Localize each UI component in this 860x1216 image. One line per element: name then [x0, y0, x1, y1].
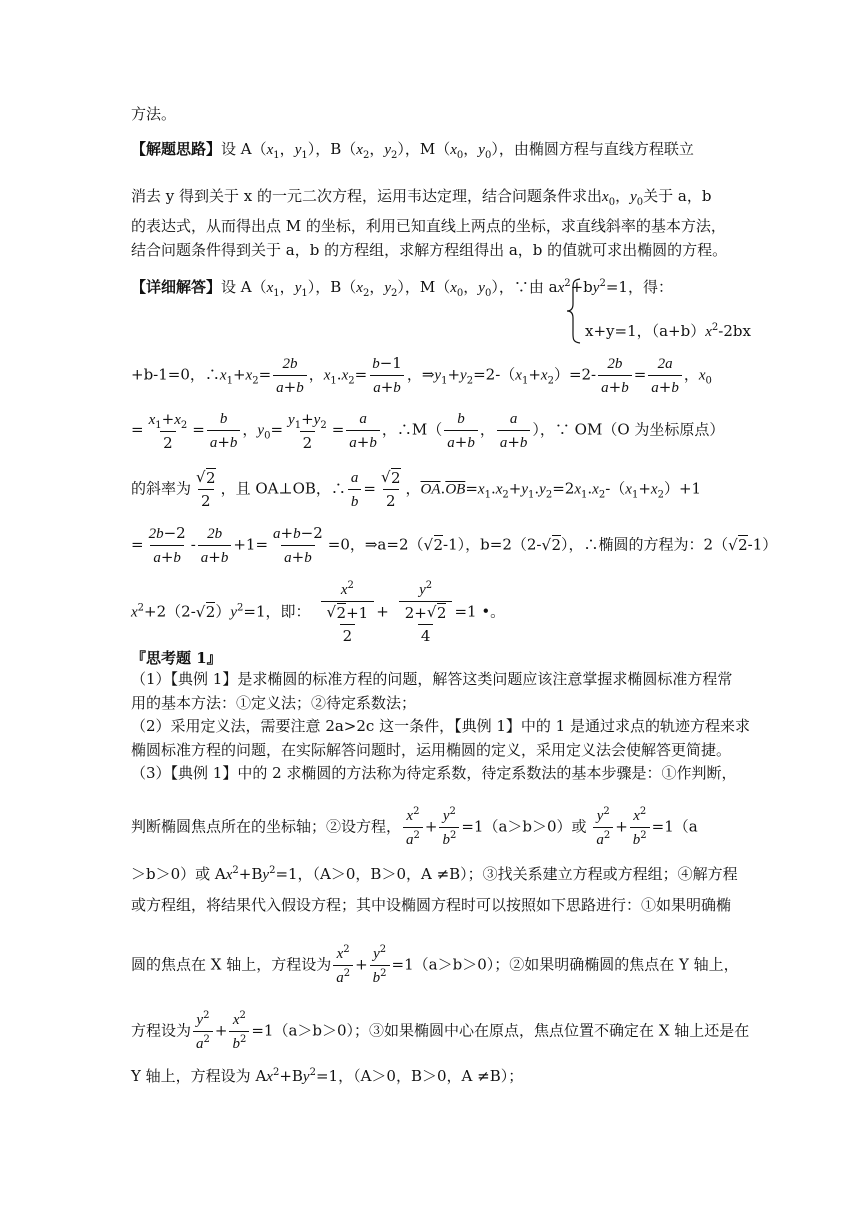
section-heading: 『思考题 1』 — [131, 649, 222, 667]
text-line: Y 轴上，方程设为 $Ax^2+By^2=1$，（A＞0，B＞0，A ≠B）； — [131, 1067, 524, 1085]
text-line: 的斜率为 √ $\frac{2}{2}$ ，且 OA⊥OB，∴ $\frac{a}{b}$ = √ $\frac{2}{2}$ ，$\overline{OA}.\overline{OB}=x_1.x_2+y_1.y_2=2x_1.x_2-(x_1+x_2)+1$ — [131, 468, 701, 511]
text-line — [131, 104, 176, 124]
text-line: 判断椭圆焦点所在的坐标轴；②设方程， $\frac{x^2}{a^2}$ + $\frac{y^2}{b^2}$ =1（a＞b＞0）或 $\frac{y^2}{a^2}$ + $\frac{x^2}{b^2}$ =1（a — [131, 806, 698, 848]
text-line: 【解题思路】设 $A(x_1$，$y_1$），$B(x_2$，$y_2$），$M(x_0$，$y_0$），由椭圆方程与直线方程联立 — [131, 140, 694, 161]
section-heading: 【详细解答】 — [131, 278, 222, 296]
text-line: +b-1=0，$\therefore x_1+x_2=$ $\frac{2b}{a+b}$ ，$x_1.x_2=$ $\frac{b-1}{a+b}$ ，$\Rightarrow y_1+y_2=2-(x_1+x_2)=2-$ $\frac{2b}{a+b}$ = $\frac{2a}{a+b}$ ，$x_0$ — [131, 354, 712, 396]
text-line: 圆的焦点在 X 轴上，方程设为 $\frac{x^2}{a^2}$ + $\frac{y^2}{b^2}$ =1（a＞b＞0）；②如果明确椭圆的焦点在 Y 轴上， — [131, 944, 739, 986]
text-line: 结合问题条件得到关于 a，b 的方程组，求解方程组得出 a，b 的值就可求出椭圆的方程。 — [131, 241, 728, 259]
text-line: = $\frac{2b-2}{a+b}$ - $\frac{2b}{a+b}$ +1= $\frac{a+b-2}{a+b}$ =0，⇒a=2（ √ 2-1），b=2（2- √ 2），∴椭圆的方程为：2（ √ 2-1） — [131, 524, 777, 567]
text-line: 椭圆标准方程的问题，在实际解答问题时，运用椭圆的定义，采用定义法会使解答更简捷。 — [131, 741, 732, 759]
text-line: 方程设为 $\frac{y^2}{a^2}$ + $\frac{x^2}{b^2}$ =1（a＞b＞0）；③如果椭圆中心在原点，焦点位置不确定在 X 轴上还是在 — [131, 1010, 750, 1052]
text-line: （3）【典例 1】中的 2 求椭圆的方法称为待定系数，待定系数法的基本步骤是：①作判断， — [131, 764, 737, 782]
text-line: x+y=1，$(a+b)x^2-2bx$ — [585, 322, 751, 340]
line-text: 方法。 — [131, 105, 177, 123]
text-line: 的表达式，从而得出点 M 的坐标，利用已知直线上两点的坐标，求直线斜率的基本方法， — [131, 217, 726, 235]
text-line: 【详细解答】设 $A(x_1$，$y_1$），$B(x_2$，$y_2$），$M(x_0$，$y_0$），∵由 $ax^2+by^2=1$，得： — [131, 278, 673, 299]
equation-system-brace — [566, 278, 582, 344]
text-line: 或方程组，将结果代入假设方程；其中设椭圆方程时可以按照如下思路进行：①如果明确椭 — [131, 896, 732, 914]
text-line: ＞b＞0）或 $Ax^2+By^2=1$，（A＞0，B＞0，A ≠B）；③找关系建立方程或方程组；④解方程 — [131, 865, 738, 883]
text-line: 用的基本方法：①定义法；②待定系数法； — [131, 694, 417, 712]
text-line: $x^2+2(2-$ √ $2)y^2=1$，即： $x^2$ √ $\frac{2+1}{2}$ + $\frac{y^2}{\frac{2+ √ 2}{4}}$ =1 •。 — [131, 580, 505, 645]
text-line: 消去 y 得到关于 x 的一元二次方程，运用韦达定理，结合问题条件求出$x_0$，$y_0$关于 a，b — [131, 187, 712, 208]
text-line: （1）【典例 1】是求椭圆的标准方程的问题，解答这类问题应该注意掌握求椭圆标准方程常 — [131, 670, 733, 688]
text-line: （2）采用定义法，需要注意 2a>2c 这一条件，【典例 1】中的 1 是通过求点的轨迹方程来求 — [131, 717, 750, 735]
text-line: = $\frac{x_1+x_2}{2}$ = $\frac{b}{a+b}$ ，$y_0=$ $\frac{y_1+y_2}{2}$ = $\frac{a}{a+b}$ ，∴M（ $\frac{b}{a+b}$ ， $\frac{a}{a+b}$ ），∵ OM（O 为坐标原点） — [131, 409, 725, 452]
section-heading: 【解题思路】 — [131, 140, 222, 158]
